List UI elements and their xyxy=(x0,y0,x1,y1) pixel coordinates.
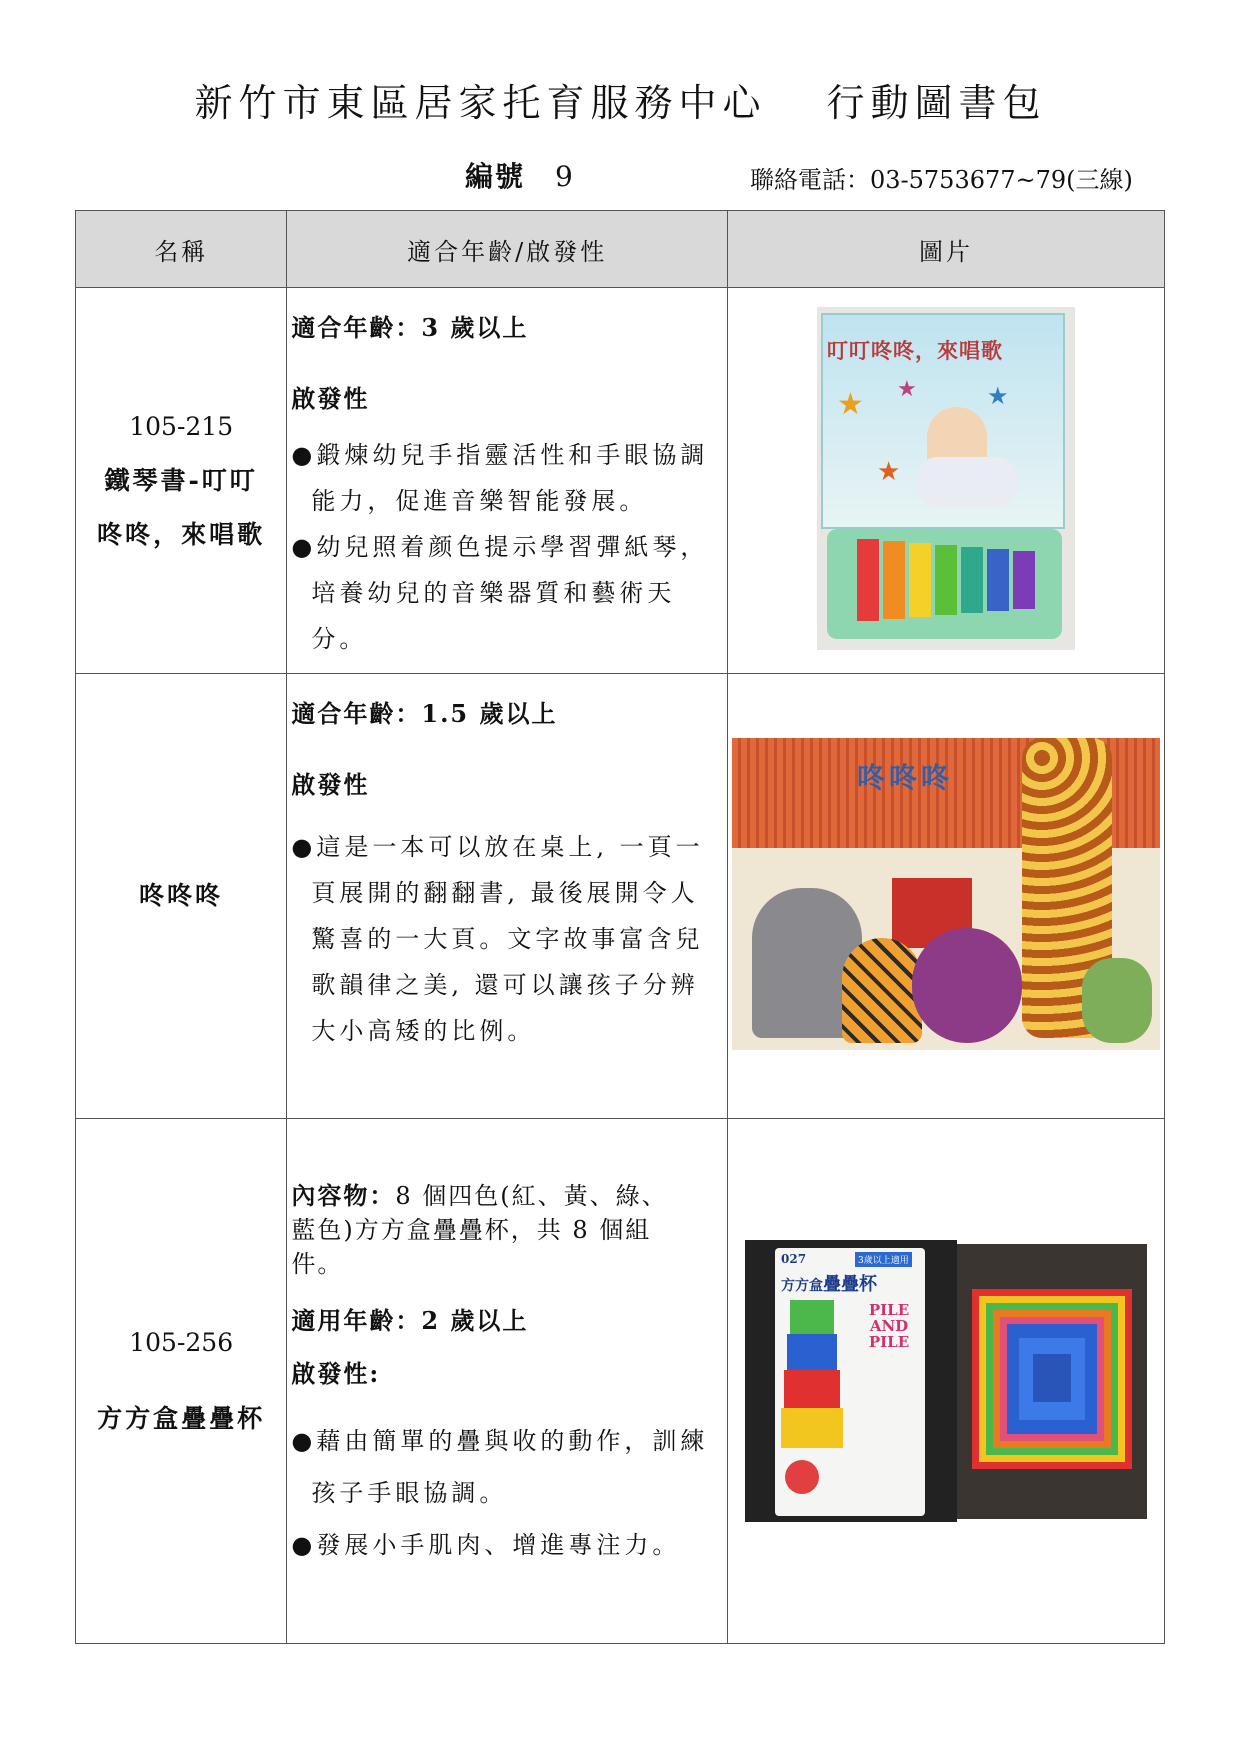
table-header-row xyxy=(76,211,1165,288)
bullet: ●幼兒照着颜色提示學習彈紙琴，培養幼兒的音樂器質和藝術天分。 xyxy=(291,533,709,653)
box-brand: 方方盒 xyxy=(781,1278,823,1294)
item-image-cell xyxy=(728,288,1165,674)
bullet: ●發展小手肌肉、增進專注力。 xyxy=(291,1531,681,1559)
cups-box-image xyxy=(745,1240,957,1522)
bullet: ●這是一本可以放在桌上, 一頁一頁展開的翻翻書, 最後展開令人驚喜的一大頁。文字故事富含兒歌韻律之美, 還可以讓孩子分辨大小高矮的比例。 xyxy=(291,833,704,1045)
item-code: 105-215 xyxy=(129,411,234,441)
number-value: 9 xyxy=(555,160,575,193)
header-age: 適合年齡/啟發性 xyxy=(287,211,728,288)
item-name-cell xyxy=(76,1119,287,1644)
box-code: 027 xyxy=(781,1252,807,1266)
book-title: 叮叮咚咚，來唱歌 xyxy=(827,338,1003,363)
box-pile: PILE AND PILE xyxy=(868,1301,910,1351)
book-cover-image xyxy=(732,738,1160,1050)
item-image-cell xyxy=(728,674,1165,1119)
content-value: 8 個四色(紅、黃、綠、藍色)方方盒疊疊杯，共 8 個組件。 xyxy=(291,1182,668,1278)
xylophone-book-image: 叮叮咚咚，來唱歌 ★ ★ ★ ★ xyxy=(817,307,1075,650)
stacking-cups-images xyxy=(745,1240,1147,1522)
age-value: 3 歲以上 xyxy=(421,313,529,342)
item-number xyxy=(465,155,575,195)
header-name: 名稱 xyxy=(76,211,287,288)
bullet: ●藉由簡單的疊與收的動作，訓練孩子手眼協調。 xyxy=(291,1427,709,1507)
table-row xyxy=(76,288,1165,674)
age-value: 1.5 歲以上 xyxy=(421,699,558,728)
document-title xyxy=(0,72,1241,127)
item-name-cell xyxy=(76,674,287,1119)
insp-label: 啟發性: xyxy=(291,1359,381,1388)
box-title: 疊疊杯 xyxy=(823,1274,877,1295)
phone-info: 聯絡電話：03-5753677~79(三線) xyxy=(750,166,1133,194)
content-label: 內容物： xyxy=(291,1181,396,1210)
table-row xyxy=(76,1119,1165,1644)
age-value: 2 歲以上 xyxy=(421,1306,529,1335)
item-desc-cell xyxy=(287,288,728,674)
item-name-line1: 鐵琴書-叮叮 xyxy=(104,465,258,495)
bullet: ●鍛煉幼兒手指靈活性和手眼協調能力，促進音樂智能發展。 xyxy=(291,441,709,515)
cover-title: 咚咚咚 xyxy=(857,761,954,794)
doc-name: 行動圖書包 xyxy=(826,81,1047,125)
insp-label: 啟發性 xyxy=(291,384,370,413)
item-desc-cell xyxy=(287,674,728,1119)
cups-nested-image xyxy=(957,1244,1147,1519)
item-name: 咚咚咚 xyxy=(139,881,224,910)
age-label: 適用年齡： xyxy=(291,1306,422,1335)
header-image: 圖片 xyxy=(728,211,1165,288)
item-name: 方方盒疊疊杯 xyxy=(97,1404,266,1433)
item-name-cell xyxy=(76,288,287,674)
age-label: 適合年齡： xyxy=(291,313,422,342)
table-row xyxy=(76,674,1165,1119)
age-label: 適合年齡： xyxy=(291,699,422,728)
item-name-line2: 咚咚，來唱歌 xyxy=(97,519,266,549)
item-image-cell xyxy=(728,1119,1165,1644)
box-age: 3歲以上適用 xyxy=(855,1252,912,1267)
item-code: 105-256 xyxy=(129,1328,234,1357)
item-table xyxy=(75,210,1165,1644)
item-desc-cell xyxy=(287,1119,728,1644)
insp-label: 啟發性 xyxy=(291,770,370,799)
org-name: 新竹市東區居家托育服務中心 xyxy=(194,81,767,125)
number-label: 編號 xyxy=(465,160,526,193)
